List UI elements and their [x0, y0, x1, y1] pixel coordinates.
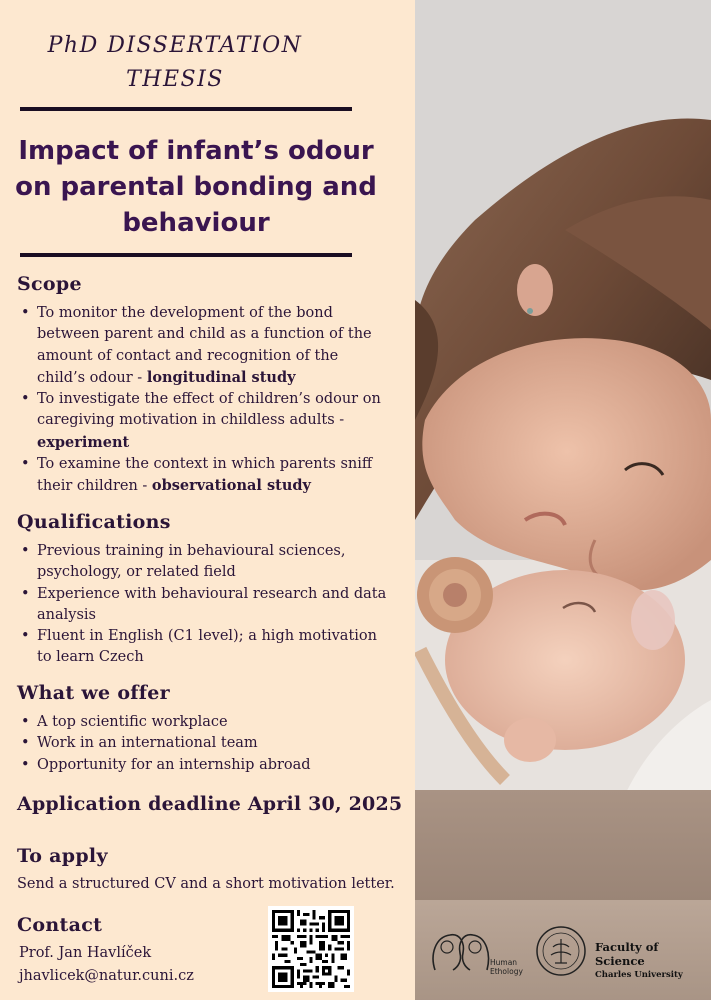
list-item: • Previous training in behavioural sciences, psychology, or related field [20, 541, 390, 584]
offer-list [20, 712, 390, 776]
university-name: Charles University [595, 970, 683, 980]
faculty-logo [595, 940, 711, 980]
title-line-1: Impact of infant’s odour [18, 136, 374, 166]
application-deadline: Application deadline April 30, 2025 [17, 793, 403, 815]
list-item: • Fluent in English (C1 level); a high motivation to learn Czech [20, 626, 390, 669]
contact-name: Prof. Jan Havlíček [19, 945, 152, 961]
header-line-2: THESIS [126, 67, 224, 92]
photo-panel [415, 0, 711, 1000]
apply-heading: To apply [17, 845, 108, 867]
mother-and-baby-photo [415, 0, 711, 1000]
scope-heading: Scope [17, 273, 82, 295]
contact-email[interactable]: jhavlicek@natur.cuni.cz [19, 968, 194, 984]
offer-heading: What we offer [17, 682, 170, 704]
faculty-name: Faculty of Science [595, 940, 659, 968]
divider-top [20, 107, 352, 111]
divider-bottom [20, 253, 352, 257]
title-line-3: behaviour [122, 208, 270, 238]
list-item: • To examine the context in which parents sniff their children - observational study [20, 454, 390, 498]
qr-code-icon [272, 910, 350, 988]
list-item: • A top scientific workplace [20, 712, 390, 733]
header-line-1: PhD DISSERTATION [47, 33, 303, 58]
title-line-2: on parental bonding and [15, 172, 377, 202]
qualifications-heading: Qualifications [17, 511, 171, 533]
list-item: • To monitor the development of the bond between parent and child as a function of the amount of contact and recognition of the child’s odour - longitudinal study [20, 303, 390, 389]
human-ethology-label: Human Ethology [490, 958, 523, 976]
charles-university-seal-icon [535, 925, 587, 977]
contact-heading: Contact [17, 914, 103, 936]
list-item: • To investigate the effect of children’s odour on caregiving motivation in childless adults - experiment [20, 389, 390, 454]
apply-text: Send a structured CV and a short motivation letter. [17, 876, 395, 892]
page-title [0, 133, 392, 241]
list-item: • Experience with behavioural research and data analysis [20, 584, 390, 627]
qualifications-list [20, 541, 390, 669]
list-item: • Work in an international team [20, 733, 390, 754]
scope-list [20, 303, 390, 498]
qr-code[interactable] [268, 906, 354, 992]
list-item: • Opportunity for an internship abroad [20, 755, 390, 776]
